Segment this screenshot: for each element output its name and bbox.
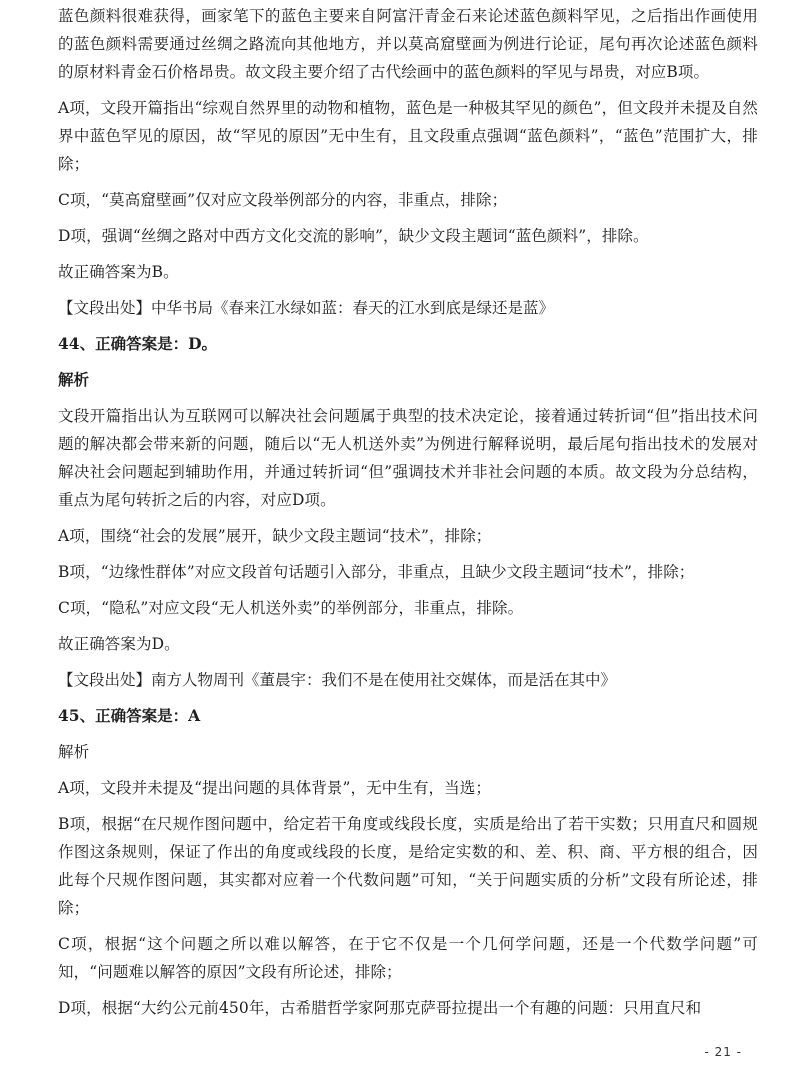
paragraph-45-option-d: D项，根据“大约公元前450年，古希腊哲学家阿那克萨哥拉提出一个有趣的问题：只用直尺和 <box>58 999 702 1017</box>
paragraph-43-answer: 故正确答案为B。 <box>58 263 179 281</box>
paragraph-45-option-a: A项，文段并未提及“提出问题的具体背景”，无中生有，当选； <box>58 779 491 797</box>
source-43: 【文段出处】中华书局《春来江水绿如蓝：春天的江水到底是绿还是蓝》 <box>58 299 555 317</box>
question-45-analysis-label: 解析 <box>58 743 90 761</box>
paragraph-44-option-c: C项，“隐私”对应文段“无人机送外卖”的举例部分，非重点，排除。 <box>58 599 524 617</box>
paragraph-43-option-c: C项，“莫高窟壁画”仅对应文段举例部分的内容，非重点，排除； <box>58 191 508 209</box>
paragraph-45-option-c: C项，根据“这个问题之所以难以解答，在于它不仅是一个几何学问题，还是一个代数学问题”可知，“问题难以解答的原因”文段有所论述，排除； <box>58 935 758 981</box>
paragraph-44-analysis: 文段开篇指出认为互联网可以解决社会问题属于典型的技术决定论，接着通过转折词“但”指出技术问题的解决都会带来新的问题，随后以“无人机送外卖”为例进行解释说明，最后尾句指出技术的发展对解决社会问题起到辅助作用，并通过转折词“但”强调技术并非社会问题的本质。故文段为分总结构，重点为尾句转折之后的内容，对应D项。 <box>58 407 758 509</box>
page-number: - 21 - <box>704 1045 742 1059</box>
paragraph-44-option-a: A项，围绕“社会的发展”展开，缺少文段主题词“技术”，排除； <box>58 527 492 545</box>
paragraph-43-option-d: D项，强调“丝绸之路对中西方文化交流的影响”，缺少文段主题词“蓝色颜料”，排除。 <box>58 227 649 245</box>
question-44-analysis-label: 解析 <box>58 370 90 389</box>
question-45-heading: 45、正确答案是：A <box>58 706 201 725</box>
paragraph-45-option-b: B项，根据“在尺规作图问题中，给定若干角度或线段长度，实质是给出了若干实数；只用直尺和圆规作图这条规则，保证了作出的角度或线段的长度，是给定实数的和、差、积、商、平方根的组合，因此每个尺规作图问题，其实都对应着一个代数问题”可知，“关于问题实质的分析”文段有所论述，排除； <box>58 815 758 917</box>
paragraph-44-option-b: B项，“边缘性群体”对应文段首句话题引入部分，非重点，且缺少文段主题词“技术”，排除； <box>58 563 695 581</box>
question-44-heading: 44、正确答案是：D。 <box>58 334 218 353</box>
source-44: 【文段出处】南方人物周刊《董晨宇：我们不是在使用社交媒体，而是活在其中》 <box>58 671 617 689</box>
paragraph-44-answer: 故正确答案为D。 <box>58 635 180 653</box>
paragraph-43-option-a: A项，文段开篇指出“综观自然界里的动物和植物，蓝色是一种极其罕见的颜色”，但文段并未提及自然界中蓝色罕见的原因，故“罕见的原因”无中生有，且文段重点强调“蓝色颜料”，“蓝色”范围扩大，排除； <box>58 99 758 173</box>
paragraph-43-analysis: 蓝色颜料很难获得，画家笔下的蓝色主要来自阿富汗青金石来论述蓝色颜料罕见，之后指出作画使用的蓝色颜料需要通过丝绸之路流向其他地方，并以莫高窟壁画为例进行论证，尾句再次论述蓝色颜料的原材料青金石价格昂贵。故文段主要介绍了古代绘画中的蓝色颜料的罕见与昂贵，对应B项。 <box>58 7 758 81</box>
